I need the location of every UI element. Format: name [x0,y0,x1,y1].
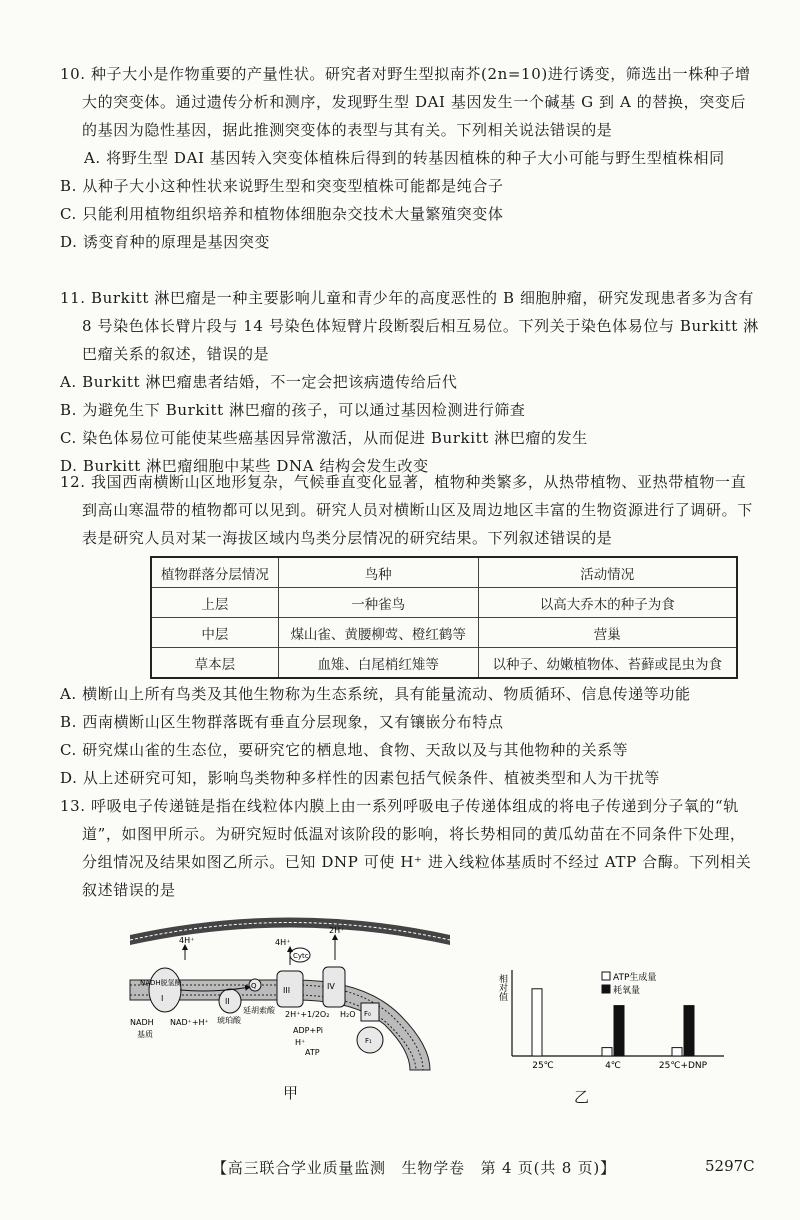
complex-ii [219,989,241,1013]
question-12-option-d: D. 从上述研究可知，影响鸟类物种多样性的因素包括气候条件、植被类型和人为干扰等 [60,769,661,787]
table-cell: 营巢 [478,618,737,648]
label-cytc: Cytc [293,952,309,960]
label-water-equation: 2H⁺+1/2O₂ [285,1010,330,1019]
bar-oxygen-2 [684,1006,694,1056]
label-2h-top: 2H⁺ [329,926,345,935]
bar-chart [492,960,732,1075]
table-cell: 以种子、幼嫩植物体、苔藓或昆虫为食 [478,648,737,679]
bird-stratification-table [150,556,738,679]
question-12-stem: 12. 我国西南横断山区地形复杂，气候垂直变化显著，植物种类繁多，从热带植物、亚热带植物一直到高山寒温带的植物都可以见到。研究人员对横断山区及周边地区丰富的生物资源进行了调研。下表是研究人员对某一海拔区域内鸟类分层情况的研究结果。下列叙述错误的是 [60,473,753,547]
table-cell: 一种雀鸟 [278,588,478,618]
question-11-option-d: D. Burkitt 淋巴瘤细胞中某些 DNA 结构会发生改变 [60,457,429,475]
label-adp: ADP+Pi [293,1026,324,1035]
table-cell: 以高大乔木的种子为食 [478,588,737,618]
legend-swatch-oxygen [602,985,610,993]
label-f1: F₁ [365,1037,372,1045]
table-cell: 草本层 [151,648,278,679]
complex-i [149,968,181,1012]
label-4h-left: 4H⁺ [179,936,195,945]
table-header-cell: 植物群落分层情况 [151,557,278,588]
label-complex-iii: III [283,986,291,995]
x-tick-label: 25℃+DNP [658,1061,708,1071]
table-row [151,588,737,618]
table-cell: 中层 [151,618,278,648]
table-row [151,648,737,679]
table-cell: 煤山雀、黄腰柳莺、橙红鹤等 [278,618,478,648]
question-11 [60,284,760,480]
question-10-stem: 10. 种子大小是作物重要的产量性状。研究者对野生型拟南芥(2n=10)进行诱变，筛选出一株种子增大的突变体。通过遗传分析和测序，发现野生型 DAI 基因发生一个碱基 G 到 A 的替换，突变后的基因为隐性基因，据此推测突变体的表型与其有关。下列相关说法错误的是 [60,65,751,139]
question-10 [60,60,760,256]
table-row [151,618,737,648]
table-header-row [151,557,737,588]
label-atp: ATP [305,1048,320,1057]
y-axis-label: 相对值 [497,974,507,1001]
label-complex-iv: IV [327,982,335,991]
bar-atp-0 [532,989,542,1056]
figure-a-caption: 甲 [283,1084,299,1102]
legend-label-atp: ATP生成量 [613,973,657,983]
label-nad: NAD⁺+H⁺ [170,1018,209,1027]
question-12 [60,468,760,552]
question-11-stem: 11. Burkitt 淋巴瘤是一种主要影响儿童和青少年的高度恶性的 B 细胞肿瘤，研究发现患者多为含有 8 号染色体长臂片段与 14 号染色体短臂片段断裂后相互易位。下列关于染色体易位与 Burkitt 淋巴瘤关系的叙述，错误的是 [60,289,759,363]
label-complex-ii: II [225,997,230,1006]
label-hplus: H⁺ [295,1038,306,1047]
label-f0: F₀ [364,1010,371,1018]
question-11-option-b: B. 为避免生下 Burkitt 淋巴瘤的孩子，可以通过基因检测进行筛查 [60,401,526,419]
question-11-option-a: A. Burkitt 淋巴瘤患者结婚，不一定会把该病遗传给后代 [60,373,458,391]
legend-swatch-atp [602,972,610,980]
question-10-option-a: A. 将野生型 DAI 基因转入突变体植株后得到的转基因植株的种子大小可能与野生型植株相同 [84,149,725,167]
label-fumarate: 延胡索酸 [243,1006,275,1015]
question-12-option-b: B. 西南横断山区生物群落既有垂直分层现象，又有镶嵌分布特点 [60,713,504,731]
question-12-options [60,680,760,792]
table-cell: 血雉、白尾梢红雉等 [278,648,478,679]
legend-label-oxygen: 耗氧量 [613,986,641,996]
x-tick-label: 25℃ [532,1061,554,1071]
figure-b-caption: 乙 [574,1088,590,1106]
question-10-option-b: B. 从种子大小这种性状来说野生型和突变型植株可能都是纯合子 [60,177,504,195]
question-10-option-c: C. 只能利用植物组织培养和植物体细胞杂交技术大量繁殖突变体 [60,205,504,223]
label-h2o: H₂O [340,1010,356,1019]
label-nadh-enzyme: NADH脱氢酶 [140,979,182,987]
electron-transport-chain-diagram [125,905,455,1080]
label-matrix: 基质 [137,1030,153,1039]
question-10-option-d: D. 诱变育种的原理是基因突变 [60,233,271,251]
bar-oxygen-1 [614,1006,624,1056]
label-q: Q [251,982,257,990]
x-tick-label: 4℃ [605,1061,621,1071]
label-4h-mid: 4H⁺ [275,938,291,947]
question-12-option-c: C. 研究煤山雀的生态位，要研究它的栖息地、食物、天敌以及与其他物种的关系等 [60,741,629,759]
label-nadh: NADH [130,1018,154,1027]
table-header-cell: 活动情况 [478,557,737,588]
question-12-option-a: A. 横断山上所有鸟类及其他生物称为生态系统，具有能量流动、物质循环、信息传递等功能 [60,685,691,703]
label-complex-i: I [161,994,164,1003]
label-succinate: 琥珀酸 [217,1016,241,1025]
table-header-cell: 鸟种 [278,557,478,588]
question-13 [60,792,760,904]
question-11-option-c: C. 染色体易位可能使某些癌基因异常激活，从而促进 Burkitt 淋巴瘤的发生 [60,429,588,447]
bar-atp-1 [602,1048,612,1056]
page-footer: 【高三联合学业质量监测 生物学卷 第 4 页(共 8 页)】 [212,1159,616,1177]
exam-code: 5297C [705,1157,755,1175]
question-13-stem: 13. 呼吸电子传递链是指在线粒体内膜上由一系列呼吸电子传递体组成的将电子传递到分子氧的“轨道”，如图甲所示。为研究短时低温对该阶段的影响，将长势相同的黄瓜幼苗在不同条件下处理，分组情况及结果如图乙所示。已知 DNP 可使 H⁺ 进入线粒体基质时不经过 ATP 合酶。下列相关叙述错误的是 [60,797,752,899]
bar-atp-2 [672,1048,682,1056]
chart-legend [602,971,656,996]
table-cell: 上层 [151,588,278,618]
